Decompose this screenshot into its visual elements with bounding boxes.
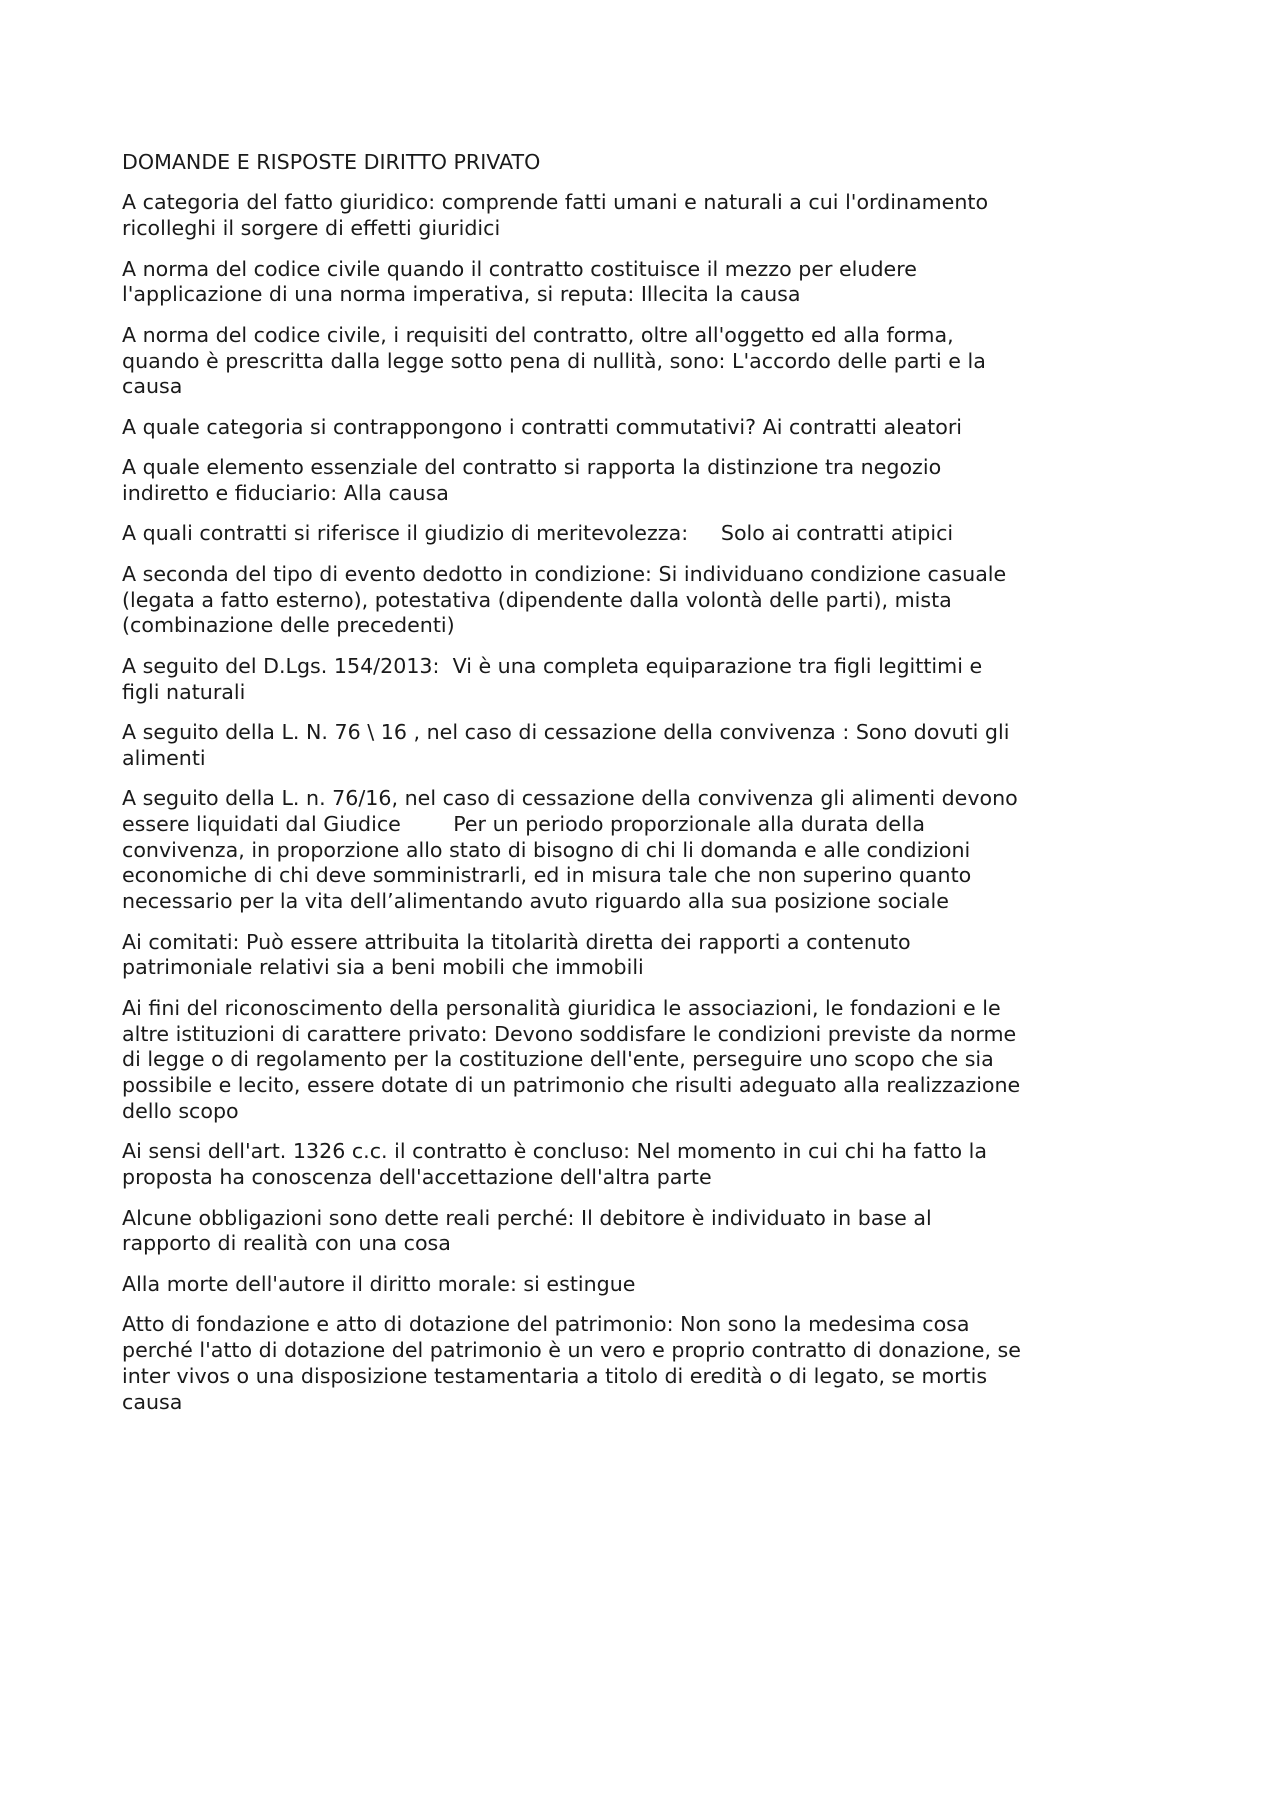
text-line: A seconda del tipo di evento dedotto in condizione: Si individuano condizione casuale — [122, 561, 1007, 586]
text-line: A norma del codice civile, i requisiti del contratto, oltre all'oggetto ed alla forma, — [122, 322, 954, 347]
text-line: Ai fini del riconoscimento della personalità giuridica le associazioni, le fondazioni e le — [122, 995, 1001, 1020]
text-line: rapporto di realità con una cosa — [122, 1231, 451, 1256]
text-line: possibile e lecito, essere dotate di un patrimonio che risulti adeguato alla realizzazione — [122, 1073, 1021, 1098]
text-line: convivenza, in proporzione allo stato di bisogno di chi li domanda e alle condizioni — [122, 837, 971, 862]
qa-paragraph — [122, 654, 1142, 706]
qa-paragraph — [122, 190, 1142, 242]
qa-paragraph — [122, 1139, 1142, 1191]
qa-paragraph — [122, 996, 1142, 1125]
qa-paragraph — [122, 1312, 1142, 1415]
qa-paragraph — [122, 786, 1142, 915]
text-line: proposta ha conoscenza dell'accettazione dell'altra parte — [122, 1165, 712, 1190]
qa-paragraph — [122, 720, 1142, 772]
text-line: alimenti — [122, 745, 206, 770]
text-line: altre istituzioni di carattere privato: Devono soddisfare le condizioni previste da norme — [122, 1021, 1017, 1046]
qa-paragraph — [122, 521, 1142, 547]
qa-paragraph — [122, 930, 1142, 982]
text-line: inter vivos o una disposizione testamentaria a titolo di eredità o di legato, se mortis — [122, 1363, 988, 1388]
text-line: indiretto e fiduciario: Alla causa — [122, 480, 449, 505]
text-line: Alcune obbligazioni sono dette reali perché: Il debitore è individuato in base al — [122, 1205, 932, 1230]
qa-paragraph — [122, 1206, 1142, 1258]
text-line: essere liquidati dal Giudice Per un periodo proporzionale alla durata della — [122, 811, 926, 836]
text-line: A seguito della L. N. 76 \ 16 , nel caso di cessazione della convivenza : Sono dovuti gli — [122, 719, 1010, 744]
qa-paragraph — [122, 257, 1142, 309]
text-line: causa — [122, 1389, 183, 1414]
text-line: causa — [122, 374, 183, 399]
text-line: Atto di fondazione e atto di dotazione del patrimonio: Non sono la medesima cosa — [122, 1312, 970, 1337]
qa-list — [122, 190, 1142, 1415]
text-line: quando è prescritta dalla legge sotto pena di nullità, sono: L'accordo delle parti e la — [122, 348, 986, 373]
text-line: Ai comitati: Può essere attribuita la titolarità diretta dei rapporti a contenuto — [122, 929, 911, 954]
text-line: Alla morte dell'autore il diritto morale: si estingue — [122, 1271, 636, 1296]
qa-paragraph — [122, 415, 1142, 441]
text-line: figli naturali — [122, 679, 246, 704]
text-line: A seguito del D.Lgs. 154/2013: Vi è una completa equiparazione tra figli legittimi e — [122, 653, 983, 678]
text-line: A quali contratti si riferisce il giudizio di meritevolezza: Solo ai contratti atipici — [122, 521, 954, 546]
text-line: di legge o di regolamento per la costituzione dell'ente, perseguire uno scopo che sia — [122, 1047, 994, 1072]
text-line: A norma del codice civile quando il contratto costituisce il mezzo per eludere — [122, 256, 917, 281]
qa-paragraph — [122, 562, 1142, 639]
text-line: economiche di chi deve somministrarli, ed in misura tale che non superino quanto — [122, 863, 972, 888]
qa-paragraph — [122, 1272, 1142, 1298]
document-body — [122, 150, 1142, 1430]
text-line: perché l'atto di dotazione del patrimonio è un vero e proprio contratto di donazione, se — [122, 1337, 1021, 1362]
text-line: (combinazione delle precedenti) — [122, 613, 455, 638]
text-line: ricolleghi il sorgere di effetti giuridici — [122, 216, 501, 241]
document-title: DOMANDE E RISPOSTE DIRITTO PRIVATO — [122, 150, 541, 174]
text-line: (legata a fatto esterno), potestativa (dipendente dalla volontà delle parti), mista — [122, 587, 952, 612]
text-line: Ai sensi dell'art. 1326 c.c. il contratto è concluso: Nel momento in cui chi ha fatto la — [122, 1139, 987, 1164]
text-line: dello scopo — [122, 1099, 239, 1124]
text-line: l'applicazione di una norma imperativa, si reputa: Illecita la causa — [122, 282, 801, 307]
text-line: A quale elemento essenziale del contratto si rapporta la distinzione tra negozio — [122, 455, 942, 480]
qa-paragraph — [122, 455, 1142, 507]
text-line: A categoria del fatto giuridico: comprende fatti umani e naturali a cui l'ordinamento — [122, 190, 989, 215]
text-line: necessario per la vita dell’alimentando avuto riguardo alla sua posizione sociale — [122, 889, 949, 914]
qa-paragraph — [122, 323, 1142, 400]
text-line: A quale categoria si contrappongono i contratti commutativi? Ai contratti aleatori — [122, 414, 963, 439]
text-line: patrimoniale relativi sia a beni mobili che immobili — [122, 955, 644, 980]
text-line: A seguito della L. n. 76/16, nel caso di cessazione della convivenza gli alimenti devono — [122, 786, 1018, 811]
